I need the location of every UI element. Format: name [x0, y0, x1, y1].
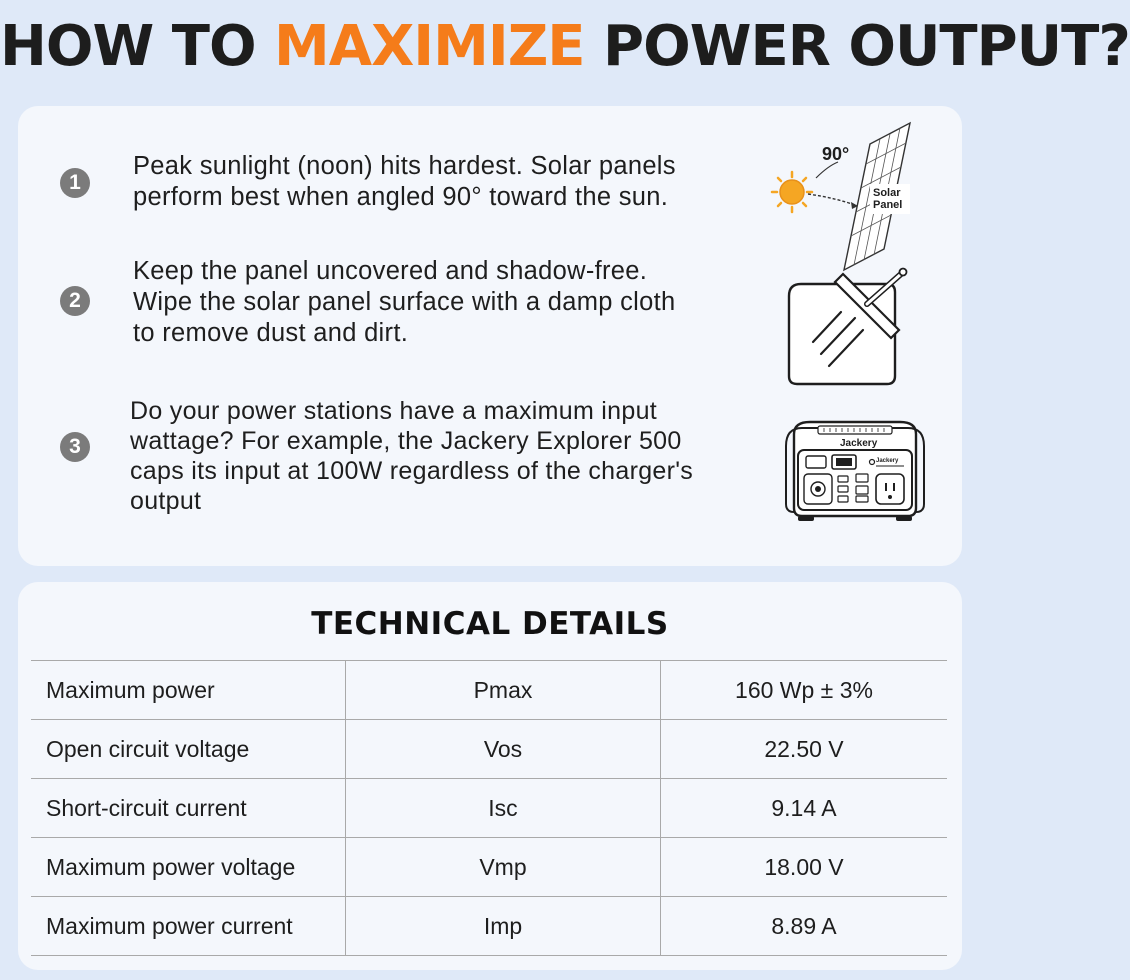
spec-symbol: Vmp — [346, 838, 661, 897]
angle-label: 90° — [822, 144, 850, 164]
title-accent: MAXIMIZE — [274, 14, 585, 79]
spec-label: Maximum power — [31, 661, 346, 720]
tip-item-1 — [18, 146, 962, 236]
spec-value: 8.89 A — [661, 897, 948, 956]
sun-panel-angle-icon — [766, 126, 916, 261]
panel-label-line2: Panel — [873, 199, 903, 211]
title-part2: POWER OUTPUT? — [584, 14, 1130, 79]
spec-value: 22.50 V — [661, 720, 948, 779]
technical-details-card — [18, 582, 962, 970]
spec-symbol: Pmax — [346, 661, 661, 720]
tip-text: Keep the panel uncovered and shadow-free. Wipe the solar panel surface with a damp cloth to remove dust and dirt. — [133, 257, 676, 347]
tip-text: Peak sunlight (noon) hits hardest. Solar panels perform best when angled 90° toward the sun. — [133, 152, 676, 211]
spec-label: Short-circuit current — [31, 779, 346, 838]
spec-label: Open circuit voltage — [31, 720, 346, 779]
squeegee-cleaning-icon — [783, 264, 913, 389]
spec-symbol: Vos — [346, 720, 661, 779]
tip-number-badge: 1 — [60, 168, 90, 198]
brand-small-label: Jackery — [876, 458, 899, 464]
power-station-icon — [780, 412, 930, 524]
table-row — [31, 779, 947, 838]
spec-value: 9.14 A — [661, 779, 948, 838]
spec-symbol: Imp — [346, 897, 661, 956]
spec-label: Maximum power current — [31, 897, 346, 956]
page-title — [0, 14, 1130, 79]
technical-heading: TECHNICAL DETAILS — [311, 606, 669, 642]
table-row — [31, 661, 947, 720]
tip-item-3 — [18, 396, 962, 536]
spec-label: Maximum power voltage — [31, 838, 346, 897]
spec-symbol: Isc — [346, 779, 661, 838]
tip-text: Do your power stations have a maximum input wattage? For example, the Jackery Explorer 500 caps its input at 100W regardless of the charger's output — [130, 397, 694, 515]
table-row — [31, 897, 947, 956]
tip-number-badge: 3 — [60, 432, 90, 462]
spec-table — [31, 660, 947, 956]
table-row — [31, 838, 947, 897]
panel-label-line1: Solar — [873, 187, 901, 199]
tip-item-2 — [18, 256, 962, 396]
spec-value: 160 Wp ± 3% — [661, 661, 948, 720]
sun-icon — [772, 172, 812, 212]
tip-number-badge: 2 — [60, 286, 90, 316]
title-part1: HOW TO — [0, 14, 275, 79]
tips-card — [18, 106, 962, 566]
brand-label: Jackery — [840, 438, 878, 449]
spec-value: 18.00 V — [661, 838, 948, 897]
table-row — [31, 720, 947, 779]
